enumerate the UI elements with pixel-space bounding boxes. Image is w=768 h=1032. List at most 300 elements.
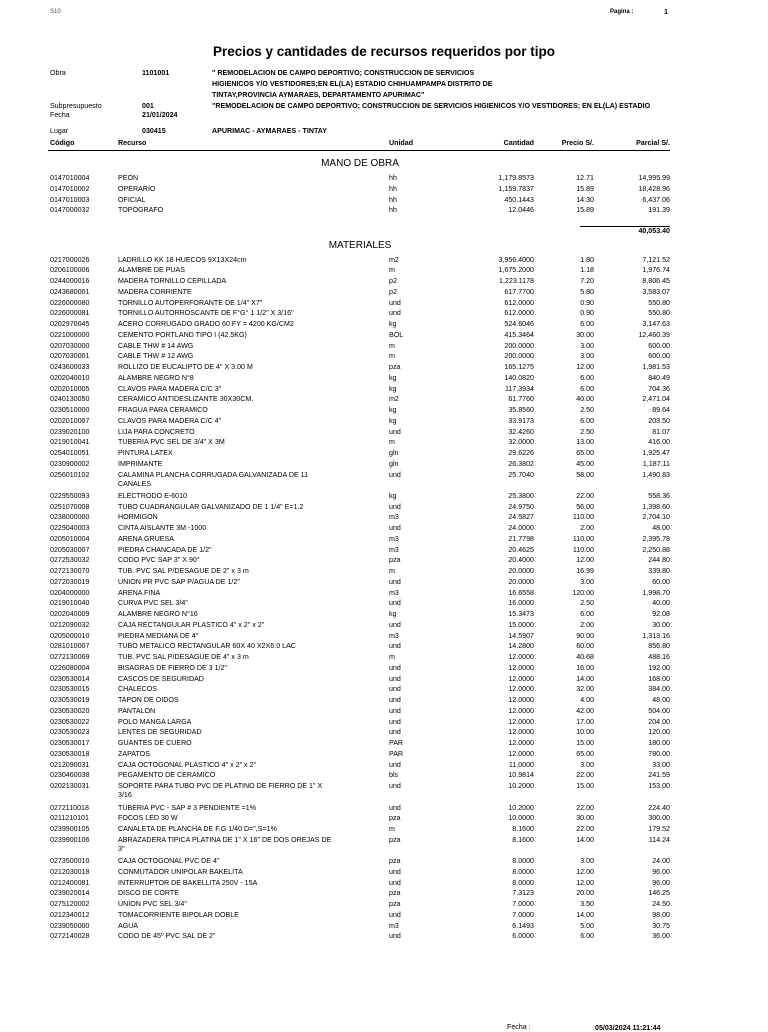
resource-price: 3.00 bbox=[580, 352, 594, 361]
resource-price: 3.00 bbox=[580, 341, 594, 350]
resource-price: 22.00 bbox=[576, 491, 594, 500]
obra-description-line-2: HIGIENICOS Y/O VESTIDORES;EN EL(LA) ESTADIO CHIHUAMPAMPA DISTRITO DE bbox=[212, 80, 493, 88]
resource-partial: 600.00 bbox=[648, 352, 670, 361]
resource-partial: 203.50 bbox=[648, 416, 670, 425]
resource-price: 6.00 bbox=[580, 610, 594, 619]
resource-code: 0243680001 bbox=[50, 287, 90, 296]
resource-name: CHALECOS bbox=[118, 685, 158, 694]
resource-partial: 1,998.70 bbox=[642, 588, 670, 597]
resource-price: 90.00 bbox=[576, 631, 594, 640]
resource-code: 0147000032 bbox=[50, 206, 90, 215]
resource-price: 120.00 bbox=[572, 588, 594, 597]
resource-quantity: 12.0000 bbox=[508, 653, 534, 662]
resource-quantity: 61.7760 bbox=[508, 395, 534, 404]
col-header-unit: Unidad bbox=[389, 139, 414, 147]
table-row bbox=[0, 330, 768, 340]
resource-price: 16.99 bbox=[576, 567, 594, 576]
resource-quantity: 32.4260 bbox=[508, 427, 534, 436]
resource-partial: 1,976.74 bbox=[642, 266, 670, 275]
resource-code: 0229550093 bbox=[50, 491, 90, 500]
col-header-resource: Recurso bbox=[118, 139, 147, 147]
resource-price: 110.00 bbox=[572, 513, 594, 522]
resource-quantity: 1,675.2000 bbox=[498, 266, 534, 275]
resource-code: 0251070008 bbox=[50, 502, 90, 511]
table-row bbox=[0, 813, 768, 823]
table-row bbox=[0, 888, 768, 898]
resource-quantity: 8.0000 bbox=[512, 857, 534, 866]
resource-quantity: 7.3123 bbox=[512, 889, 534, 898]
resource-partial: 30.00 bbox=[652, 620, 670, 629]
resource-price: 15.89 bbox=[576, 184, 594, 193]
resource-partial: 36.00 bbox=[652, 932, 670, 941]
resource-price: 3.50 bbox=[580, 900, 594, 909]
resource-name: TOPOGRAFO bbox=[118, 206, 164, 215]
table-row bbox=[0, 184, 768, 194]
resource-partial: 550.80 bbox=[648, 298, 670, 307]
resource-partial: 179.52 bbox=[648, 825, 670, 834]
resource-unit: BOL bbox=[389, 330, 404, 339]
resource-name: HORMIGON bbox=[118, 513, 158, 522]
obra-label: Obra bbox=[50, 69, 66, 77]
resource-price: 13.00 bbox=[576, 438, 594, 447]
resource-code: 0206100006 bbox=[50, 266, 90, 275]
resource-quantity: 200.0000 bbox=[504, 352, 534, 361]
section-title-labor: MANO DE OBRA bbox=[321, 158, 399, 169]
table-row bbox=[0, 448, 768, 458]
resource-code: 0238000000 bbox=[50, 513, 90, 522]
resource-unit: m3 bbox=[389, 588, 399, 597]
resource-name: SOPORTE PARA TUBO PVC DE PLATINO DE FIERRO DE 1" X bbox=[118, 782, 323, 791]
resource-code: 0202970045 bbox=[50, 320, 90, 328]
resource-name: ELECTRODO E-6010 bbox=[118, 491, 187, 500]
resource-code: 0226000081 bbox=[50, 309, 90, 318]
subpresupuesto-label: Subpresupuesto bbox=[50, 102, 102, 110]
resource-name: ALAMBRE NEGRO N°16 bbox=[118, 610, 198, 619]
resource-unit: und bbox=[389, 298, 401, 307]
resource-code: 0202130031 bbox=[50, 782, 90, 791]
table-row bbox=[0, 394, 768, 404]
resource-price: 15.00 bbox=[576, 782, 594, 791]
resource-partial: 96.00 bbox=[652, 878, 670, 887]
resource-partial: 81.07 bbox=[652, 427, 670, 436]
resource-partial: 30.75 bbox=[652, 921, 670, 930]
lugar-code: 030415 bbox=[142, 127, 166, 135]
resource-price: 15.00 bbox=[576, 739, 594, 748]
resource-name: CINTA AISLANTE 3M -1000 bbox=[118, 524, 207, 533]
resource-unit: m2 bbox=[389, 395, 399, 404]
resource-partial: 60.00 bbox=[652, 577, 670, 586]
resource-partial: 48.00 bbox=[652, 524, 670, 533]
resource-price: 7.20 bbox=[580, 277, 594, 285]
resource-quantity: 12.0000 bbox=[508, 706, 534, 715]
resource-code: 0221000000 bbox=[50, 330, 90, 339]
resource-unit: hh bbox=[389, 195, 397, 204]
resource-partial: 384.00 bbox=[648, 685, 670, 694]
resource-name: CAJA OCTOGONAL PVC DE 4" bbox=[118, 857, 220, 866]
resource-code: 0244000016 bbox=[50, 277, 90, 285]
resource-unit: p2 bbox=[389, 287, 397, 296]
table-row bbox=[0, 609, 768, 619]
table-row bbox=[0, 824, 768, 834]
resource-name: PEGAMENTO DE CERAMICO bbox=[118, 771, 216, 780]
table-row bbox=[0, 362, 768, 372]
resource-unit: und bbox=[389, 782, 401, 791]
resource-quantity: 12.0000 bbox=[508, 674, 534, 683]
resource-name: LADRILLO KK 18 HUECOS 9X13X24cm bbox=[118, 255, 247, 264]
resource-unit: PAR bbox=[389, 749, 404, 758]
resource-price: 2.50 bbox=[580, 599, 594, 608]
resource-name: ROLLIZO DE EUCALIPTO DE 4" X 3.00 M bbox=[118, 363, 253, 371]
table-row bbox=[0, 555, 768, 565]
resource-price: 2.50 bbox=[580, 427, 594, 436]
resource-unit: und bbox=[389, 620, 401, 629]
footer-fecha-value: 05/03/2024 11:21:44 bbox=[595, 1024, 661, 1032]
resource-quantity: 25.3800 bbox=[508, 491, 534, 500]
resource-name: MADERA TORNILLO CEPILLADA bbox=[118, 277, 227, 285]
resource-quantity: 8.0000 bbox=[512, 878, 534, 887]
resource-name: OFICIAL bbox=[118, 195, 146, 204]
resource-unit: und bbox=[389, 577, 401, 586]
resource-unit: m bbox=[389, 438, 395, 447]
resource-quantity: 7.0000 bbox=[512, 900, 534, 909]
resource-quantity: 32.0000 bbox=[508, 438, 534, 447]
table-row bbox=[0, 598, 768, 608]
resource-name: TORNILLO AUTORROSCANTE DE F°G° 1 1/2" X 3/16" bbox=[118, 309, 294, 318]
resource-partial: 40.00 bbox=[652, 599, 670, 608]
table-row bbox=[0, 910, 768, 920]
resource-price: 40.00 bbox=[576, 395, 594, 404]
section-title-materials: MATERIALES bbox=[328, 240, 392, 251]
resource-partial: 840.49 bbox=[648, 373, 670, 382]
resource-unit: hh bbox=[389, 184, 397, 193]
resource-partial: 224.40 bbox=[648, 803, 670, 812]
table-row bbox=[0, 287, 768, 297]
resource-name: FOCOS LED 30 W bbox=[118, 814, 178, 823]
resource-unit: m3 bbox=[389, 631, 399, 640]
table-row bbox=[0, 470, 768, 488]
resource-price: 42.00 bbox=[576, 706, 594, 715]
resource-partial: 14,995.99 bbox=[638, 174, 670, 182]
table-row bbox=[0, 878, 768, 888]
resource-unit: und bbox=[389, 706, 401, 715]
resource-unit: bls bbox=[389, 771, 399, 780]
fecha-label: Fecha bbox=[50, 111, 70, 119]
resource-code: 0230530015 bbox=[50, 685, 90, 694]
resource-price: 14.30 bbox=[576, 195, 594, 204]
table-row bbox=[0, 255, 768, 265]
resource-unit: und bbox=[389, 599, 401, 608]
resource-code: 0212090031 bbox=[50, 760, 90, 769]
resource-partial: 550.80 bbox=[648, 309, 670, 318]
resource-unit: pza bbox=[389, 900, 401, 909]
resource-name: ARENA GRUESA bbox=[118, 534, 174, 543]
obra-description-line-1: " REMODELACION DE CAMPO DEPORTIVO; CONSTRUCCION DE SERVICIOS bbox=[212, 69, 475, 77]
resource-quantity: 8.1600 bbox=[512, 835, 534, 844]
header-divider bbox=[48, 150, 670, 151]
table-row bbox=[0, 276, 768, 286]
resource-price: 12.00 bbox=[576, 878, 594, 887]
resource-quantity: 524.6046 bbox=[504, 320, 534, 328]
resource-name: CAJA RECTANGULAR PLASTICO 4" x 2" x 2" bbox=[118, 620, 265, 629]
resource-unit: m bbox=[389, 567, 395, 576]
col-header-partial: Parcial S/. bbox=[636, 139, 670, 147]
resource-quantity: 612.0000 bbox=[504, 298, 534, 307]
resource-unit: und bbox=[389, 642, 401, 651]
resource-price: 12.00 bbox=[576, 556, 594, 565]
resource-name: ARENA FINA bbox=[118, 588, 161, 597]
resource-code: 0219010041 bbox=[50, 438, 90, 447]
page-number: 1 bbox=[664, 8, 668, 16]
resource-unit: hh bbox=[389, 206, 397, 215]
resource-price: 0.90 bbox=[580, 309, 594, 318]
resource-partial: 1,981.53 bbox=[642, 363, 670, 371]
resource-partial: 1,490.83 bbox=[642, 470, 670, 479]
resource-unit: und bbox=[389, 524, 401, 533]
resource-quantity: 12.0446 bbox=[508, 206, 534, 215]
resource-code: 0239900105 bbox=[50, 825, 90, 834]
resource-price: 1.18 bbox=[580, 266, 594, 275]
resource-name: PIEDRA CHANCADA DE 1/2" bbox=[118, 545, 212, 554]
resource-unit: m3 bbox=[389, 545, 399, 554]
resource-quantity: 15.0000 bbox=[508, 620, 534, 629]
resource-partial: 48.00 bbox=[652, 696, 670, 705]
resource-price: 6.00 bbox=[580, 320, 594, 328]
resource-price: 22.00 bbox=[576, 825, 594, 834]
resource-code: 0281010007 bbox=[50, 642, 90, 651]
resource-name: CANALETA DE PLANCHA DE F.G 1/40 D=",S=1% bbox=[118, 825, 277, 834]
resource-name: PANTALON bbox=[118, 706, 156, 715]
lugar-description: APURIMAC - AYMARAES - TINTAY bbox=[212, 127, 327, 135]
resource-partial: 2,471.04 bbox=[642, 395, 670, 404]
resource-name: OPERARIO bbox=[118, 184, 156, 193]
resource-price: 4.00 bbox=[580, 696, 594, 705]
resource-code: 0147010002 bbox=[50, 184, 90, 193]
subpresupuesto-code: 001 bbox=[142, 102, 154, 110]
resource-code: 0240130050 bbox=[50, 395, 90, 404]
table-row bbox=[0, 706, 768, 716]
table-row bbox=[0, 195, 768, 205]
resource-name: ALAMBRE DE PUAS bbox=[118, 266, 186, 275]
resource-quantity: 12.0000 bbox=[508, 663, 534, 672]
lugar-label: Lugar bbox=[50, 127, 69, 135]
resource-name: POLO MANGA LARGA bbox=[118, 717, 192, 726]
resource-name-continuation: CANALES bbox=[118, 479, 152, 488]
table-row bbox=[0, 534, 768, 544]
resource-name: TUBO METALICO RECTANGULAR 60X 40 X2X6.0 LAC bbox=[118, 642, 296, 651]
resource-quantity: 1,179.8573 bbox=[498, 174, 534, 182]
resource-code: 0147010004 bbox=[50, 174, 90, 182]
resource-quantity: 12.0000 bbox=[508, 717, 534, 726]
resource-name: CASCOS DE SEGURIDAD bbox=[118, 674, 204, 683]
resource-quantity: 450.1443 bbox=[504, 195, 534, 204]
resource-unit: und bbox=[389, 470, 401, 479]
table-row bbox=[0, 931, 768, 941]
resource-quantity: 10.9814 bbox=[508, 771, 534, 780]
table-row bbox=[0, 588, 768, 598]
resource-price: 6.00 bbox=[580, 932, 594, 941]
resource-price: 6.00 bbox=[580, 373, 594, 382]
page-label: Pagina : bbox=[610, 9, 634, 15]
resource-name: GUANTES DE CUERO bbox=[118, 739, 192, 748]
resource-name: TUB. PVC SAL P/DESAGUE DE 4" x 3 m bbox=[118, 653, 249, 662]
resource-quantity: 20.4625 bbox=[508, 545, 534, 554]
fecha-value: 21/01/2024 bbox=[142, 111, 178, 119]
table-row bbox=[0, 308, 768, 318]
resource-partial: 2,704.10 bbox=[642, 513, 670, 522]
resource-unit: kg bbox=[389, 320, 397, 328]
resource-price: 5.80 bbox=[580, 287, 594, 296]
resource-unit: hh bbox=[389, 174, 397, 182]
resource-unit: und bbox=[389, 502, 401, 511]
resource-code: 0254010051 bbox=[50, 449, 90, 457]
resource-code: 0212400081 bbox=[50, 878, 90, 887]
resource-unit: und bbox=[389, 760, 401, 769]
table-row bbox=[0, 545, 768, 555]
resource-unit: kg bbox=[389, 610, 397, 619]
table-row bbox=[0, 921, 768, 931]
resource-price: 12.00 bbox=[576, 363, 594, 371]
resource-partial: 204.00 bbox=[648, 717, 670, 726]
resource-code: 0212030018 bbox=[50, 867, 90, 876]
table-row bbox=[0, 727, 768, 737]
resource-unit: m bbox=[389, 825, 395, 834]
resource-quantity: 24.5827 bbox=[508, 513, 534, 522]
resource-unit: und bbox=[389, 932, 401, 941]
resource-price: 1.80 bbox=[580, 255, 594, 264]
resource-code: 0230510000 bbox=[50, 406, 90, 414]
table-row bbox=[0, 803, 768, 813]
resource-partial: 18,428.96 bbox=[638, 184, 670, 193]
resource-partial: 600.00 bbox=[648, 341, 670, 350]
resource-code: 0207030001 bbox=[50, 352, 90, 361]
resource-name: TAPON DE OIDOS bbox=[118, 696, 179, 705]
table-row bbox=[0, 373, 768, 383]
resource-unit: pza bbox=[389, 814, 401, 823]
resource-code: 0230530014 bbox=[50, 674, 90, 683]
resource-price: 6.00 bbox=[580, 416, 594, 425]
obra-description-line-3: TINTAY,PROVINCIA AYMARAES, DEPARTAMENTO APURIMAC" bbox=[212, 91, 425, 99]
resource-name: TORNILLO AUTOPERFORANTE DE 1/4" X7" bbox=[118, 298, 263, 307]
resource-partial: 180.00 bbox=[648, 739, 670, 748]
resource-unit: und bbox=[389, 309, 401, 318]
table-row bbox=[0, 620, 768, 630]
resource-price: 17.00 bbox=[576, 717, 594, 726]
resource-code: 0275120002 bbox=[50, 900, 90, 909]
resource-partial: 339.80 bbox=[648, 567, 670, 576]
table-row bbox=[0, 566, 768, 576]
table-row bbox=[0, 459, 768, 469]
resource-partial: 1,925.47 bbox=[642, 449, 670, 457]
resource-name: CODO DE 45º PVC SAL DE 2" bbox=[118, 932, 216, 941]
resource-quantity: 7.0000 bbox=[512, 910, 534, 919]
resource-partial: 241.59 bbox=[648, 771, 670, 780]
resource-unit: m bbox=[389, 653, 395, 662]
resource-quantity: 10.0000 bbox=[508, 814, 534, 823]
resource-price: 2.50 bbox=[580, 406, 594, 414]
resource-code: 0204000000 bbox=[50, 588, 90, 597]
resource-price: 40.68 bbox=[576, 653, 594, 662]
table-row bbox=[0, 760, 768, 770]
table-row bbox=[0, 749, 768, 759]
resource-unit: und bbox=[389, 674, 401, 683]
table-row bbox=[0, 867, 768, 877]
resource-partial: 244.80 bbox=[648, 556, 670, 565]
resource-quantity: 10.2000 bbox=[508, 782, 534, 791]
resource-partial: 856.80 bbox=[648, 642, 670, 651]
resource-price: 22.00 bbox=[576, 803, 594, 812]
table-row bbox=[0, 173, 768, 183]
labor-total: 40,053.40 bbox=[580, 226, 670, 235]
resource-quantity: 20.0000 bbox=[508, 577, 534, 586]
resource-quantity: 26.3802 bbox=[508, 459, 534, 468]
col-header-code: Código bbox=[50, 139, 75, 147]
resource-unit: p2 bbox=[389, 277, 397, 285]
resource-price: 14.00 bbox=[576, 910, 594, 919]
table-row bbox=[0, 835, 768, 853]
resource-unit: m bbox=[389, 352, 395, 361]
resource-quantity: 16.6558 bbox=[508, 588, 534, 597]
resource-partial: 8,806.45 bbox=[642, 277, 670, 285]
resource-name: CLAVOS PARA MADERA C/C 4" bbox=[118, 416, 222, 425]
resource-name: UNION PVC SEL 3/4" bbox=[118, 900, 187, 909]
resource-price: 2.00 bbox=[580, 524, 594, 533]
col-header-quantity: Cantidad bbox=[503, 139, 534, 147]
resource-price: 3.00 bbox=[580, 577, 594, 586]
table-row bbox=[0, 641, 768, 651]
resource-code: 0230900002 bbox=[50, 459, 90, 468]
resource-price: 15.89 bbox=[576, 206, 594, 215]
resource-unit: und bbox=[389, 867, 401, 876]
resource-price: 110.00 bbox=[572, 545, 594, 554]
table-row bbox=[0, 205, 768, 215]
resource-code: 0226080004 bbox=[50, 663, 90, 672]
resource-name: MADERA CORRIENTE bbox=[118, 287, 192, 296]
resource-code: 0226000080 bbox=[50, 298, 90, 307]
resource-name: FRAGUA PARA CERAMICO bbox=[118, 406, 208, 414]
resource-quantity: 14.2800 bbox=[508, 642, 534, 651]
resource-name: INTERRUPTOR DE BAKELLITA 250V - 15A bbox=[118, 878, 258, 887]
resource-unit: und bbox=[389, 717, 401, 726]
resource-partial: 120.00 bbox=[648, 728, 670, 737]
resource-quantity: 10.2000 bbox=[508, 803, 534, 812]
resource-name: ACERO CORRUGADO GRADO 60 FY = 4200 KG/CM2 bbox=[118, 320, 294, 328]
resource-code: 0147010003 bbox=[50, 195, 90, 204]
resource-partial: 416.00 bbox=[648, 438, 670, 447]
resource-code: 0272130070 bbox=[50, 567, 90, 576]
resource-partial: 3,147.63 bbox=[642, 320, 670, 328]
table-row bbox=[0, 770, 768, 780]
resource-unit: kg bbox=[389, 384, 397, 393]
resource-quantity: 12.0000 bbox=[508, 728, 534, 737]
resource-code: 0239900106 bbox=[50, 835, 90, 844]
resource-unit: und bbox=[389, 427, 401, 436]
resource-partial: 6,437.06 bbox=[642, 195, 670, 204]
resource-name: UNION PR PVC SAP P/AGUA DE 1/2" bbox=[118, 577, 240, 586]
resource-name: CABLE THW # 14 AWG bbox=[118, 341, 194, 350]
resource-name: CLAVOS PARA MADERA C/C 3" bbox=[118, 384, 222, 393]
resource-partial: 153.00 bbox=[648, 782, 670, 791]
resource-quantity: 14.5907 bbox=[508, 631, 534, 640]
resource-price: 16.00 bbox=[576, 663, 594, 672]
resource-price: 12.71 bbox=[576, 174, 594, 182]
resource-code: 0229040003 bbox=[50, 524, 90, 533]
resource-price: 110.00 bbox=[572, 534, 594, 543]
resource-quantity: 24.9750 bbox=[508, 502, 534, 511]
obra-code: 1101001 bbox=[142, 69, 170, 77]
resource-name-continuation: 3/16 bbox=[118, 791, 132, 800]
resource-price: 22.00 bbox=[576, 771, 594, 780]
table-row bbox=[0, 437, 768, 447]
